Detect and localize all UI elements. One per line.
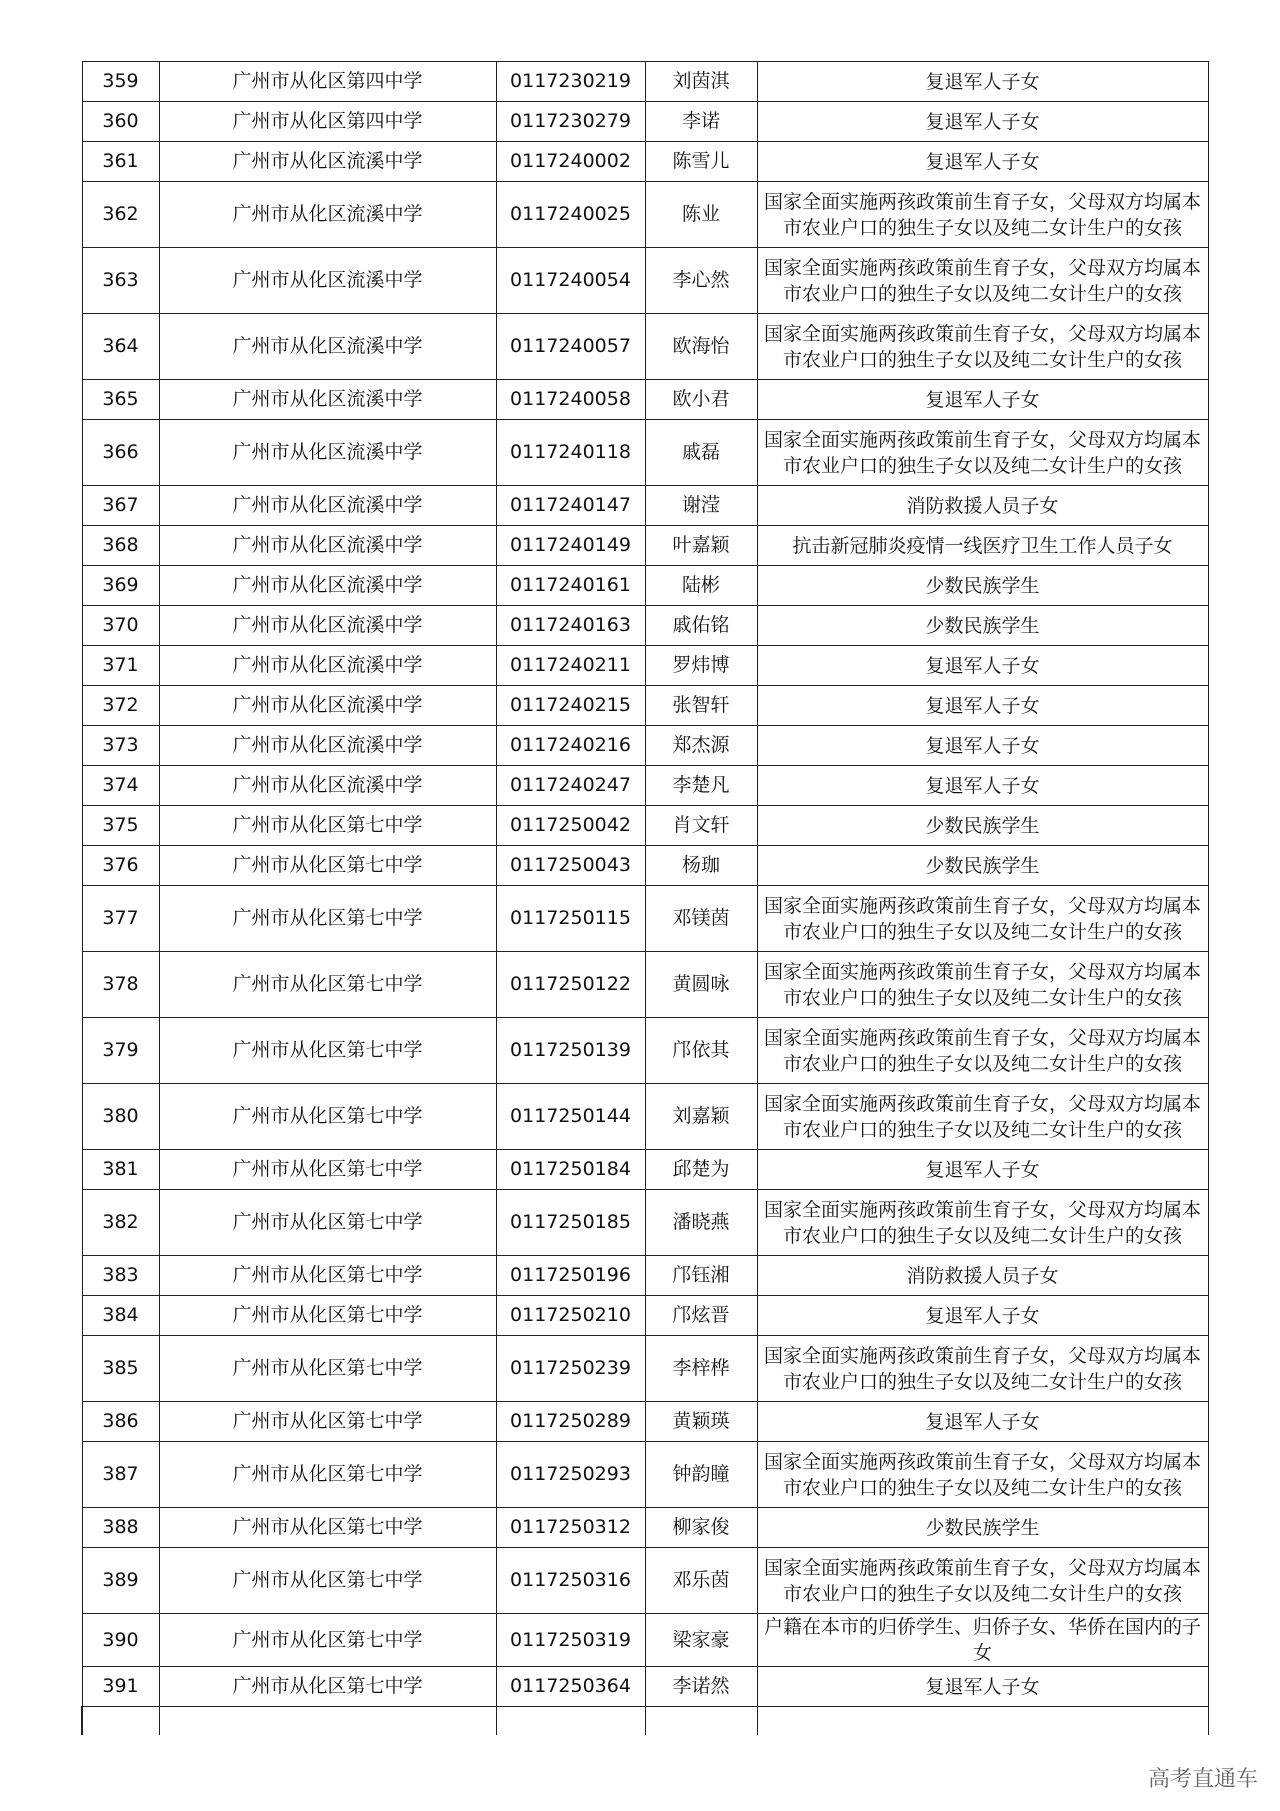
school-name-cell: 广州市从化区第七中学 — [159, 952, 496, 1018]
row-number-cell: 362 — [82, 182, 159, 248]
table-row — [82, 1402, 1208, 1442]
admission-reason-cell: 复退军人子女 — [757, 686, 1208, 726]
student-id-cell: 0117240215 — [496, 686, 645, 726]
school-name-cell: 广州市从化区流溪中学 — [159, 142, 496, 182]
admission-reason-cell: 国家全面实施两孩政策前生育子女，父母双方均属本市农业户口的独生子女以及纯二女计生户的女孩 — [757, 1548, 1208, 1614]
student-name-cell: 郑杰源 — [645, 726, 757, 766]
admission-reason-cell: 复退军人子女 — [757, 646, 1208, 686]
student-name-cell: 李梓桦 — [645, 1336, 757, 1402]
admission-reason-cell: 复退军人子女 — [757, 726, 1208, 766]
admission-list-table — [81, 61, 1209, 1735]
admission-reason-cell: 复退军人子女 — [757, 1296, 1208, 1336]
empty-cell — [159, 1707, 496, 1735]
table-row-empty — [82, 1707, 1208, 1735]
admission-reason-cell: 少数民族学生 — [757, 1508, 1208, 1548]
row-number-cell: 384 — [82, 1296, 159, 1336]
watermark-text: 高考直通车 — [1147, 1767, 1258, 1792]
student-id-cell: 0117250319 — [496, 1614, 645, 1667]
student-name-cell: 邓镁茵 — [645, 886, 757, 952]
student-name-cell: 戚佑铭 — [645, 606, 757, 646]
student-id-cell: 0117240054 — [496, 248, 645, 314]
student-name-cell: 肖文轩 — [645, 806, 757, 846]
student-id-cell: 0117240161 — [496, 566, 645, 606]
admission-reason-cell: 少数民族学生 — [757, 566, 1208, 606]
admission-reason-cell: 国家全面实施两孩政策前生育子女，父母双方均属本市农业户口的独生子女以及纯二女计生户的女孩 — [757, 1336, 1208, 1402]
row-number-cell: 377 — [82, 886, 159, 952]
table-row — [82, 1084, 1208, 1150]
empty-cell — [82, 1707, 159, 1735]
table-row — [82, 486, 1208, 526]
student-name-cell: 邝炫晋 — [645, 1296, 757, 1336]
admission-reason-cell: 少数民族学生 — [757, 606, 1208, 646]
admission-reason-cell: 复退军人子女 — [757, 142, 1208, 182]
row-number-cell: 387 — [82, 1442, 159, 1508]
school-name-cell: 广州市从化区第七中学 — [159, 846, 496, 886]
student-name-cell: 邓乐茵 — [645, 1548, 757, 1614]
table-row — [82, 1548, 1208, 1614]
student-id-cell: 0117250042 — [496, 806, 645, 846]
admission-reason-cell: 少数民族学生 — [757, 806, 1208, 846]
student-name-cell: 邝依其 — [645, 1018, 757, 1084]
school-name-cell: 广州市从化区第七中学 — [159, 806, 496, 846]
school-name-cell: 广州市从化区第七中学 — [159, 1667, 496, 1707]
school-name-cell: 广州市从化区流溪中学 — [159, 726, 496, 766]
school-name-cell: 广州市从化区第七中学 — [159, 1402, 496, 1442]
school-name-cell: 广州市从化区第四中学 — [159, 102, 496, 142]
school-name-cell: 广州市从化区第七中学 — [159, 1508, 496, 1548]
table-body — [82, 62, 1208, 1735]
student-id-cell: 0117250184 — [496, 1150, 645, 1190]
empty-cell — [496, 1707, 645, 1735]
admission-reason-cell: 抗击新冠肺炎疫情一线医疗卫生工作人员子女 — [757, 526, 1208, 566]
student-id-cell: 0117240002 — [496, 142, 645, 182]
table-row — [82, 526, 1208, 566]
row-number-cell: 381 — [82, 1150, 159, 1190]
table-row — [82, 606, 1208, 646]
school-name-cell: 广州市从化区流溪中学 — [159, 182, 496, 248]
empty-cell — [757, 1707, 1208, 1735]
school-name-cell: 广州市从化区第七中学 — [159, 1614, 496, 1667]
table-row — [82, 142, 1208, 182]
student-id-cell: 0117240216 — [496, 726, 645, 766]
student-id-cell: 0117250364 — [496, 1667, 645, 1707]
admission-reason-cell: 消防救援人员子女 — [757, 486, 1208, 526]
table-row — [82, 886, 1208, 952]
student-id-cell: 0117230219 — [496, 62, 645, 102]
school-name-cell: 广州市从化区流溪中学 — [159, 646, 496, 686]
row-number-cell: 364 — [82, 314, 159, 380]
row-number-cell: 360 — [82, 102, 159, 142]
student-id-cell: 0117250139 — [496, 1018, 645, 1084]
student-id-cell: 0117240163 — [496, 606, 645, 646]
table-row — [82, 62, 1208, 102]
student-id-cell: 0117240118 — [496, 420, 645, 486]
student-name-cell: 李楚凡 — [645, 766, 757, 806]
school-name-cell: 广州市从化区流溪中学 — [159, 486, 496, 526]
row-number-cell: 365 — [82, 380, 159, 420]
student-name-cell: 钟韵瞳 — [645, 1442, 757, 1508]
row-number-cell: 372 — [82, 686, 159, 726]
table-row — [82, 1336, 1208, 1402]
row-number-cell: 390 — [82, 1614, 159, 1667]
student-name-cell: 李诺 — [645, 102, 757, 142]
row-number-cell: 385 — [82, 1336, 159, 1402]
admission-reason-cell: 复退军人子女 — [757, 1150, 1208, 1190]
admission-reason-cell: 国家全面实施两孩政策前生育子女，父母双方均属本市农业户口的独生子女以及纯二女计生户的女孩 — [757, 886, 1208, 952]
student-name-cell: 李心然 — [645, 248, 757, 314]
table-row — [82, 248, 1208, 314]
row-number-cell: 374 — [82, 766, 159, 806]
table-row — [82, 102, 1208, 142]
admission-reason-cell: 国家全面实施两孩政策前生育子女，父母双方均属本市农业户口的独生子女以及纯二女计生户的女孩 — [757, 420, 1208, 486]
student-name-cell: 陈业 — [645, 182, 757, 248]
student-id-cell: 0117250196 — [496, 1256, 645, 1296]
student-id-cell: 0117240149 — [496, 526, 645, 566]
school-name-cell: 广州市从化区流溪中学 — [159, 248, 496, 314]
row-number-cell: 361 — [82, 142, 159, 182]
student-name-cell: 潘晓燕 — [645, 1190, 757, 1256]
school-name-cell: 广州市从化区流溪中学 — [159, 314, 496, 380]
row-number-cell: 367 — [82, 486, 159, 526]
student-id-cell: 0117250144 — [496, 1084, 645, 1150]
student-name-cell: 陈雪儿 — [645, 142, 757, 182]
school-name-cell: 广州市从化区第七中学 — [159, 1256, 496, 1296]
student-name-cell: 陆彬 — [645, 566, 757, 606]
student-name-cell: 谢滢 — [645, 486, 757, 526]
row-number-cell: 373 — [82, 726, 159, 766]
admission-reason-cell: 消防救援人员子女 — [757, 1256, 1208, 1296]
student-name-cell: 黄颖瑛 — [645, 1402, 757, 1442]
table-row — [82, 766, 1208, 806]
table-row — [82, 806, 1208, 846]
school-name-cell: 广州市从化区第四中学 — [159, 62, 496, 102]
school-name-cell: 广州市从化区第七中学 — [159, 1336, 496, 1402]
admission-reason-cell: 复退军人子女 — [757, 766, 1208, 806]
student-name-cell: 刘嘉颖 — [645, 1084, 757, 1150]
student-name-cell: 邱楚为 — [645, 1150, 757, 1190]
student-id-cell: 0117250239 — [496, 1336, 645, 1402]
table-row — [82, 420, 1208, 486]
admission-reason-cell: 复退军人子女 — [757, 1402, 1208, 1442]
row-number-cell: 391 — [82, 1667, 159, 1707]
admission-reason-cell: 国家全面实施两孩政策前生育子女，父母双方均属本市农业户口的独生子女以及纯二女计生户的女孩 — [757, 1018, 1208, 1084]
student-id-cell: 0117240058 — [496, 380, 645, 420]
table-row — [82, 1508, 1208, 1548]
school-name-cell: 广州市从化区流溪中学 — [159, 766, 496, 806]
empty-cell — [645, 1707, 757, 1735]
student-id-cell: 0117250115 — [496, 886, 645, 952]
student-name-cell: 李诺然 — [645, 1667, 757, 1707]
admission-reason-cell: 国家全面实施两孩政策前生育子女，父母双方均属本市农业户口的独生子女以及纯二女计生户的女孩 — [757, 1190, 1208, 1256]
student-id-cell: 0117240057 — [496, 314, 645, 380]
school-name-cell: 广州市从化区第七中学 — [159, 1018, 496, 1084]
student-id-cell: 0117250312 — [496, 1508, 645, 1548]
row-number-cell: 379 — [82, 1018, 159, 1084]
student-id-cell: 0117230279 — [496, 102, 645, 142]
school-name-cell: 广州市从化区流溪中学 — [159, 420, 496, 486]
student-id-cell: 0117250043 — [496, 846, 645, 886]
student-name-cell: 叶嘉颖 — [645, 526, 757, 566]
admission-reason-cell: 复退军人子女 — [757, 1667, 1208, 1707]
row-number-cell: 363 — [82, 248, 159, 314]
school-name-cell: 广州市从化区第七中学 — [159, 886, 496, 952]
student-name-cell: 刘茵淇 — [645, 62, 757, 102]
row-number-cell: 389 — [82, 1548, 159, 1614]
table-row — [82, 1667, 1208, 1707]
table-row — [82, 646, 1208, 686]
table-row — [82, 1256, 1208, 1296]
row-number-cell: 371 — [82, 646, 159, 686]
school-name-cell: 广州市从化区第七中学 — [159, 1190, 496, 1256]
table-row — [82, 1190, 1208, 1256]
admission-reason-cell: 少数民族学生 — [757, 846, 1208, 886]
table-row — [82, 380, 1208, 420]
table-row — [82, 314, 1208, 380]
student-id-cell: 0117250293 — [496, 1442, 645, 1508]
student-id-cell: 0117250122 — [496, 952, 645, 1018]
school-name-cell: 广州市从化区第七中学 — [159, 1296, 496, 1336]
student-name-cell: 柳家俊 — [645, 1508, 757, 1548]
row-number-cell: 378 — [82, 952, 159, 1018]
row-number-cell: 388 — [82, 1508, 159, 1548]
school-name-cell: 广州市从化区第七中学 — [159, 1150, 496, 1190]
school-name-cell: 广州市从化区流溪中学 — [159, 526, 496, 566]
table-row — [82, 952, 1208, 1018]
admission-reason-cell: 国家全面实施两孩政策前生育子女，父母双方均属本市农业户口的独生子女以及纯二女计生户的女孩 — [757, 248, 1208, 314]
admission-reason-cell: 国家全面实施两孩政策前生育子女，父母双方均属本市农业户口的独生子女以及纯二女计生户的女孩 — [757, 1442, 1208, 1508]
admission-reason-cell: 户籍在本市的归侨学生、归侨子女、华侨在国内的子女 — [757, 1614, 1208, 1667]
student-name-cell: 戚磊 — [645, 420, 757, 486]
school-name-cell: 广州市从化区第七中学 — [159, 1442, 496, 1508]
student-id-cell: 0117250210 — [496, 1296, 645, 1336]
student-name-cell: 张智轩 — [645, 686, 757, 726]
row-number-cell: 386 — [82, 1402, 159, 1442]
row-number-cell: 370 — [82, 606, 159, 646]
table-row — [82, 182, 1208, 248]
student-id-cell: 0117240211 — [496, 646, 645, 686]
school-name-cell: 广州市从化区流溪中学 — [159, 380, 496, 420]
admission-reason-cell: 国家全面实施两孩政策前生育子女，父母双方均属本市农业户口的独生子女以及纯二女计生户的女孩 — [757, 952, 1208, 1018]
student-name-cell: 欧海怡 — [645, 314, 757, 380]
student-id-cell: 0117240247 — [496, 766, 645, 806]
student-name-cell: 黄圆咏 — [645, 952, 757, 1018]
student-id-cell: 0117240147 — [496, 486, 645, 526]
row-number-cell: 380 — [82, 1084, 159, 1150]
row-number-cell: 375 — [82, 806, 159, 846]
student-id-cell: 0117240025 — [496, 182, 645, 248]
table-row — [82, 686, 1208, 726]
table-row — [82, 846, 1208, 886]
student-name-cell: 邝钰湘 — [645, 1256, 757, 1296]
student-name-cell: 梁家豪 — [645, 1614, 757, 1667]
row-number-cell: 359 — [82, 62, 159, 102]
table-row — [82, 726, 1208, 766]
school-name-cell: 广州市从化区第七中学 — [159, 1548, 496, 1614]
admission-reason-cell: 国家全面实施两孩政策前生育子女，父母双方均属本市农业户口的独生子女以及纯二女计生户的女孩 — [757, 314, 1208, 380]
student-name-cell: 罗炜博 — [645, 646, 757, 686]
school-name-cell: 广州市从化区流溪中学 — [159, 686, 496, 726]
student-name-cell: 欧小君 — [645, 380, 757, 420]
school-name-cell: 广州市从化区第七中学 — [159, 1084, 496, 1150]
admission-reason-cell: 国家全面实施两孩政策前生育子女，父母双方均属本市农业户口的独生子女以及纯二女计生户的女孩 — [757, 1084, 1208, 1150]
row-number-cell: 383 — [82, 1256, 159, 1296]
student-id-cell: 0117250289 — [496, 1402, 645, 1442]
table-row — [82, 1018, 1208, 1084]
school-name-cell: 广州市从化区流溪中学 — [159, 606, 496, 646]
table-row — [82, 1614, 1208, 1667]
student-name-cell: 杨珈 — [645, 846, 757, 886]
table-row — [82, 1442, 1208, 1508]
row-number-cell: 376 — [82, 846, 159, 886]
row-number-cell: 369 — [82, 566, 159, 606]
table-row — [82, 566, 1208, 606]
student-id-cell: 0117250316 — [496, 1548, 645, 1614]
student-id-cell: 0117250185 — [496, 1190, 645, 1256]
row-number-cell: 366 — [82, 420, 159, 486]
admission-reason-cell: 复退军人子女 — [757, 62, 1208, 102]
admission-reason-cell: 复退军人子女 — [757, 380, 1208, 420]
table-row — [82, 1150, 1208, 1190]
admission-reason-cell: 国家全面实施两孩政策前生育子女，父母双方均属本市农业户口的独生子女以及纯二女计生户的女孩 — [757, 182, 1208, 248]
row-number-cell: 382 — [82, 1190, 159, 1256]
table-row — [82, 1296, 1208, 1336]
admission-reason-cell: 复退军人子女 — [757, 102, 1208, 142]
school-name-cell: 广州市从化区流溪中学 — [159, 566, 496, 606]
row-number-cell: 368 — [82, 526, 159, 566]
